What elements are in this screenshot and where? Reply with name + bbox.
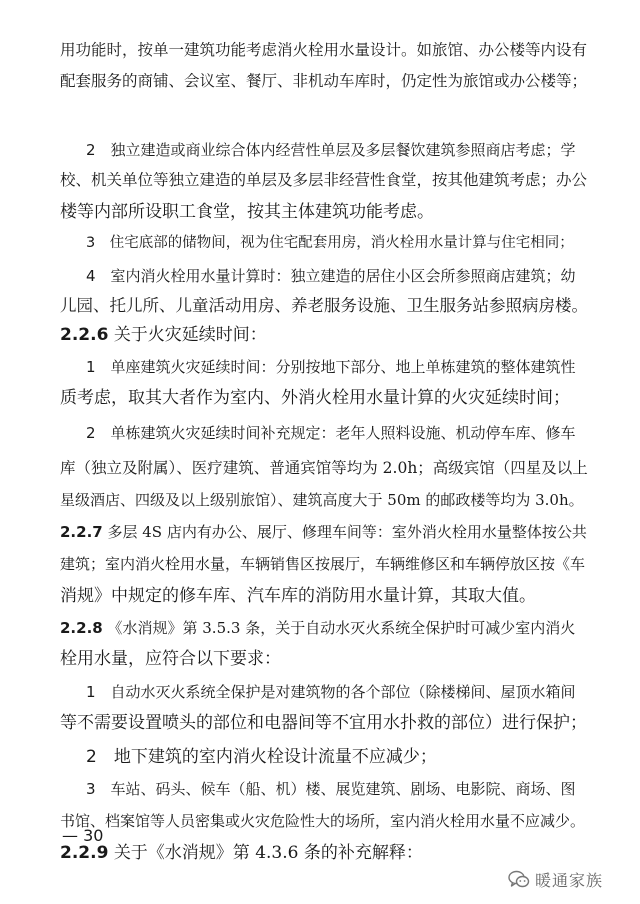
line-text: 配套服务的商铺、会议室、餐厅、非机动车库时，仍定性为旅馆或办公楼等； [60, 72, 588, 90]
text-line [60, 296, 590, 316]
item-number: 2 [86, 141, 96, 159]
line-text: 关于《水消规》第 4.3.6 条的补充解释： [113, 843, 423, 863]
page-number: — 30 [62, 826, 104, 845]
line-text: 栓用水量，应符合以下要求： [60, 649, 281, 669]
text-line [60, 586, 590, 606]
text-line [60, 649, 590, 669]
line-text: 室内消火栓用水量计算时：独立建造的居住小区会所参照商店建筑；幼 [110, 267, 576, 285]
item-number: 3 [86, 780, 96, 798]
item-number: 3 [86, 235, 96, 251]
line-text: 独立建造或商业综合体内经营性单层及多层餐饮建筑参照商店考虑；学 [110, 141, 576, 159]
section-number: 2.2.8 [60, 619, 103, 637]
item-number: 1 [86, 683, 96, 701]
line-text: 儿园、托儿所、儿童活动用房、养老服务设施、卫生服务站参照病房楼。 [60, 296, 588, 315]
line-text: 地下建筑的室内消火栓设计流量不应减少； [113, 747, 437, 767]
section-number: 2.2.9 [60, 843, 109, 863]
line-text: 书馆、档案馆等人员密集或火灾危险性大的场所，室内消火栓用水量不应减少。 [60, 812, 586, 830]
text-line [60, 325, 590, 345]
line-text: 校、机关单位等独立建造的单层及多层非经营性食堂，按其他建筑考虑；办公 [60, 171, 588, 189]
text-line [60, 713, 590, 733]
line-text: 等不需要设置喷头的部位和电器间等不宜用水扑救的部位）进行保护； [60, 713, 587, 733]
text-line [60, 843, 590, 863]
line-text: 用功能时，按单一建筑功能考虑消火栓用水量设计。如旅馆、办公楼等内设有 [60, 41, 588, 59]
watermark [508, 868, 603, 890]
text-line [60, 202, 590, 222]
line-text: 车站、码头、候车（船、机）楼、展览建筑、剧场、电影院、商场、图 [110, 780, 576, 798]
text-line [86, 779, 590, 799]
text-line [86, 682, 590, 702]
text-line [60, 170, 590, 190]
text-line [86, 140, 590, 160]
item-number: 2 [86, 424, 96, 442]
line-text: 楼等内部所设职工食堂，按其主体建筑功能考虑。 [60, 202, 434, 222]
text-line [86, 357, 590, 377]
line-text: 关于火灾延续时间： [113, 325, 267, 345]
text-line [86, 266, 590, 286]
line-text: 《水消规》第 3.5.3 条，关于自动水灭火系统全保护时可减少室内消火 [107, 619, 576, 637]
text-line [60, 490, 590, 510]
text-line [60, 458, 590, 478]
text-line [60, 40, 590, 60]
section-number: 2.2.7 [60, 523, 103, 541]
text-line [60, 522, 590, 542]
text-line [60, 618, 590, 638]
text-line [86, 233, 590, 253]
line-text: 库（独立及附属）、医疗建筑、普通宾馆等均为 2.0h；高级宾馆（四星及以上 [60, 459, 588, 477]
line-text: 星级酒店、四级及以上级别旅馆）、建筑高度大于 50m 的邮政楼等均为 3.0h。 [60, 491, 584, 509]
text-line [60, 71, 590, 91]
text-line [60, 811, 590, 831]
item-number: 1 [86, 358, 96, 376]
text-line [86, 423, 590, 443]
line-text: 质考虑，取其大者作为室内、外消火栓用水量计算的火灾延续时间； [60, 388, 570, 408]
line-text: 多层 4S 店内有办公、展厅、修理车间等：室外消火栓用水量整体按公共 [107, 523, 587, 541]
line-text: 单座建筑火灾延续时间：分别按地下部分、地上单栋建筑的整体建筑性 [110, 358, 576, 376]
section-number: 2.2.6 [60, 325, 109, 345]
text-line [60, 388, 590, 408]
text-line [60, 554, 590, 574]
text-line [86, 747, 590, 767]
line-text: 消规》中规定的修车库、汽车库的消防用水量计算，其取大值。 [60, 586, 536, 606]
watermark-text: 暖通家族 [535, 870, 604, 890]
line-text: 单栋建筑火灾延续时间补充规定：老年人照料设施、机动停车库、修车 [110, 424, 576, 442]
line-text: 自动水灭火系统全保护是对建筑物的各个部位（除楼梯间、屋顶水箱间 [110, 683, 576, 701]
wechat-icon [508, 870, 530, 889]
item-number: 2 [86, 747, 97, 767]
line-text: 住宅底部的储物间，视为住宅配套用房，消火栓用水量计算与住宅相同； [109, 235, 574, 251]
item-number: 4 [86, 267, 96, 285]
line-text: 建筑；室内消火栓用水量，车辆销售区按展厅，车辆维修区和车辆停放区按《车 [60, 555, 586, 573]
